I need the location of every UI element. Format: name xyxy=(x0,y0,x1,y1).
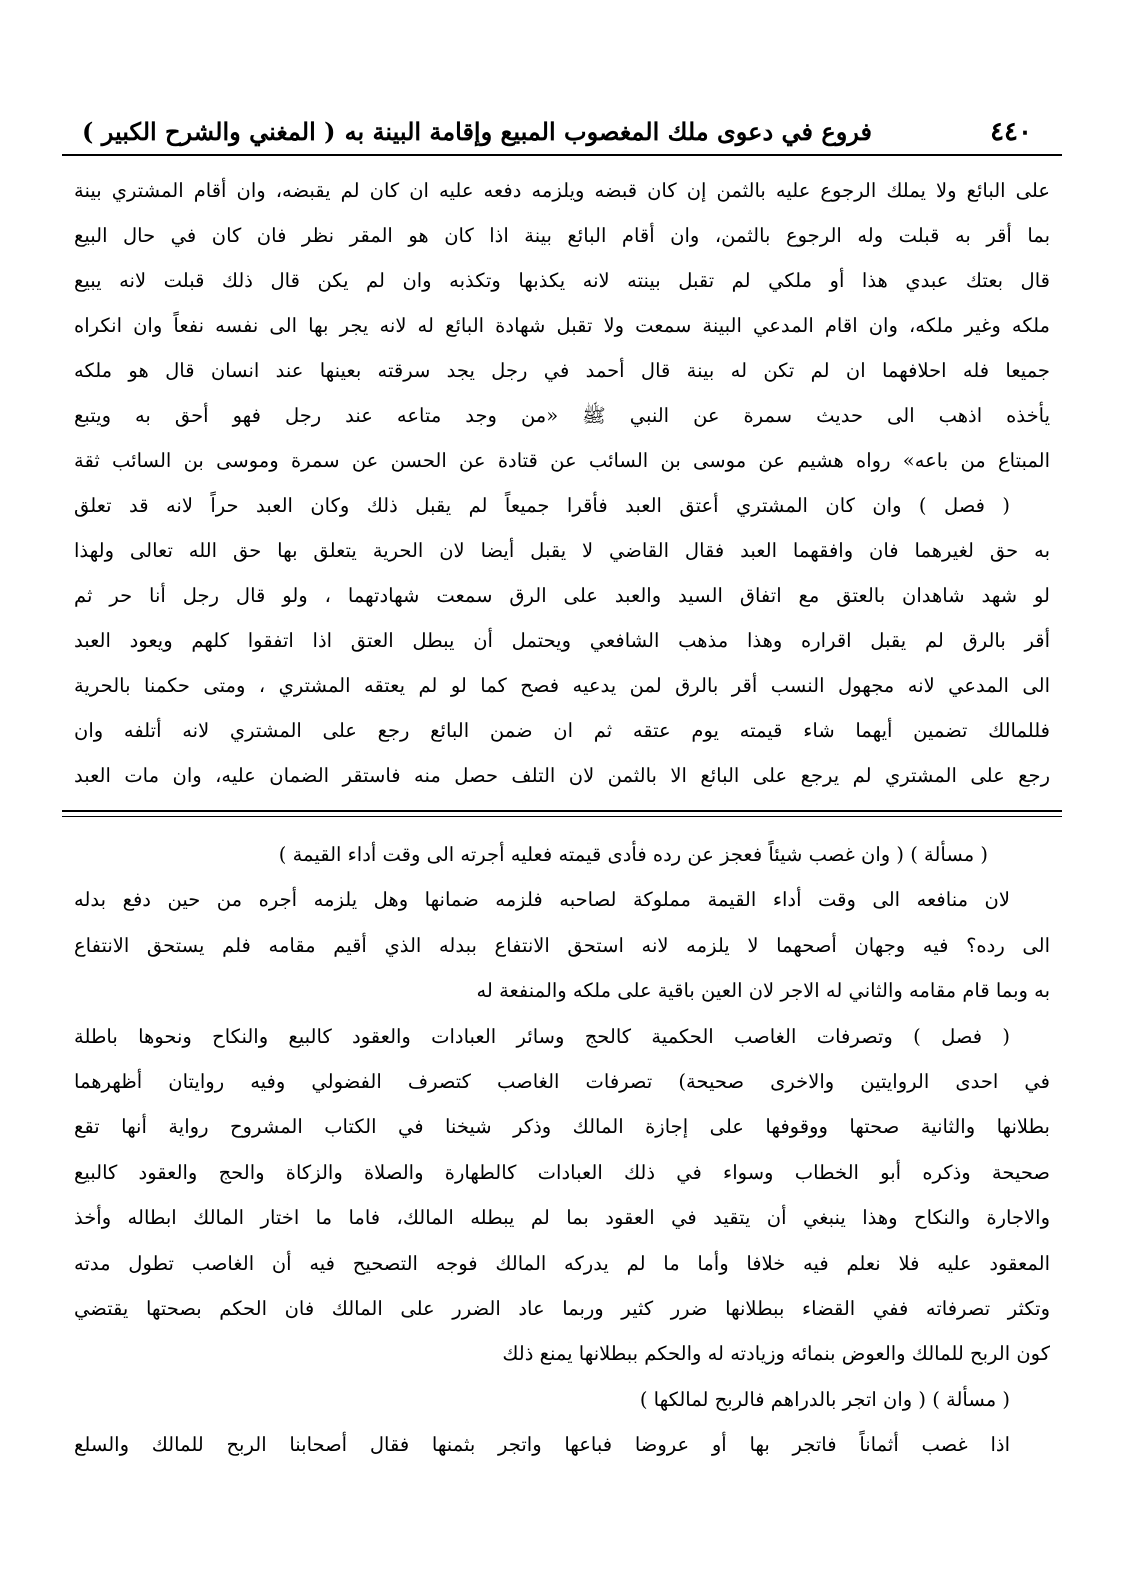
text-line: لو شهد شاهدان بالعتق مع اتفاق السيد والعبد على الرق سمعت شهادتهما ، ولو قال رجل أنا حر ثم xyxy=(74,584,1050,607)
text-line: ملكه وغير ملكه، وان اقام المدعي البينة سمعت ولا تقبل شهادة البائع له لانه يجر بها الى نفسه نفعاً وان انكراه xyxy=(74,314,1050,337)
text-line: المعقود عليه فلا نعلم فيه خلافا وأما ما لم يدركه المالك فوجه التصحيح فيه أن الغاصب تطول مدته xyxy=(74,1251,1050,1275)
text-line: في احدى الروايتين والاخرى صحيحة) تصرفات الغاصب كتصرف الفضولي وفيه روايتان أظهرهما xyxy=(74,1069,1050,1093)
section-divider xyxy=(62,810,1062,812)
section-heading-line: ( فصل ) وان كان المشتري أعتق العبد فأقرا جميعاً لم يقبل ذلك وكان العبد حراً لانه قد تعلق xyxy=(74,494,1010,517)
text-line: قال بعتك عبدي هذا أو ملكي لم تقبل بينته لانه يكذبها وتكذبه وان لم يكن قال ذلك قبلت لانه يبيع xyxy=(74,269,1050,292)
text-line: بطلانها والثانية صحتها ووقوفها على إجازة المالك وذكر شيخنا في الكتاب المشروح رواية أنها تقع xyxy=(74,1115,1050,1139)
text-line: يأخذه اذهب الى حديث سمرة عن النبي ﷺ «من وجد متاعه عند رجل فهو أحق به ويتبع xyxy=(74,404,1050,427)
page-number: ٤٤٠ xyxy=(990,117,1032,147)
text-line: فللمالك تضمين أيهما شاء قيمته يوم عتقه ثم ان ضمن البائع رجع على المشتري لانه أتلفه وان xyxy=(74,719,1050,742)
text-line: الى رده؟ فيه وجهان أصحهما لا يلزمه لانه استحق الانتفاع ببدله الذي أقيم مقامه فلم يستحق الانتفاع xyxy=(74,933,1050,957)
text-line: أقر بالرق لم يقبل اقراره وهذا مذهب الشافعي ويحتمل أن يبطل العتق اذا اتفقوا كلهم ويعود العبد xyxy=(74,629,1050,652)
text-line: بما أقر به قبلت وله الرجوع بالثمن، وان أقام البائع بينة اذا كان هو المقر نظر فان كان في حال البيع xyxy=(74,224,1050,247)
text-line: به وبما قام مقامه والثاني له الاجر لان العين باقية على ملكه والمنفعة له xyxy=(476,979,1050,1003)
page-header xyxy=(62,112,1060,152)
text-line: جميعا فله احلافهما ان لم تكن له بينة قال أحمد في رجل يجد سرقته بعينها عند انسان قال هو ملكه xyxy=(74,359,1050,382)
masala-heading-line: ( مسألة ) ( وان اتجر بالدراهم فالربح لمالكها ) xyxy=(639,1387,1010,1411)
text-line: رجع على المشتري لم يرجع على البائع الا بالثمن لان التلف حصل منه فاستقر الضمان عليه، وان مات العبد xyxy=(74,764,1050,787)
book-title: ( المغني والشرح الكبير ) xyxy=(82,117,336,146)
main-text xyxy=(74,168,1050,798)
section-heading-line: ( فصل ) وتصرفات الغاصب الحكمية كالحج وسائر العبادات والعقود كالبيع والنكاح ونحوها باطلة xyxy=(74,1024,1010,1048)
text-line: على البائع ولا يملك الرجوع عليه بالثمن إن كان قبضه ويلزمه دفعه عليه ان كان لم يقبضه، وان أقام المشتري بينة xyxy=(74,179,1050,202)
commentary-text xyxy=(74,832,1050,1467)
text-line: صحيحة وذكره أبو الخطاب وسواء في ذلك العبادات كالطهارة والصلاة والزكاة والحج والعقود كالبيع xyxy=(74,1160,1050,1184)
text-line: لان منافعه الى وقت أداء القيمة مملوكة لصاحبه فلزمه ضمانها وهل يلزمه أجره من حين دفع بدله xyxy=(74,888,1010,912)
text-line: كون الربح للمالك والعوض بنمائه وزيادته له والحكم ببطلانها يمنع ذلك xyxy=(502,1342,1050,1366)
text-line: وتكثر تصرفاته ففي القضاء ببطلانها ضرر كثير وربما عاد الضرر على المالك فان الحكم بصحتها يقتضي xyxy=(74,1296,1050,1320)
text-line: الى المدعي لانه مجهول النسب أقر بالرق لمن يدعيه فصح كما لو لم يعتقه المشتري ، ومتى حكمنا بالحرية xyxy=(74,674,1050,697)
text-line: المبتاع من باعه» رواه هشيم عن موسى بن السائب عن قتادة عن الحسن عن سمرة وموسى بن السائب ثقة xyxy=(74,449,1050,472)
section-divider xyxy=(62,816,1062,817)
text-line: والاجارة والنكاح وهذا ينبغي أن يتقيد في العقود بما لم يبطله المالك، فاما ما اختار المالك ابطاله وأخذ xyxy=(74,1206,1050,1230)
running-title: فروع في دعوى ملك المغصوب المبيع وإقامة البينة به xyxy=(344,117,872,146)
text-line: اذا غصب أثماناً فاتجر بها أو عروضا فباعها واتجر بثمنها فقال أصحابنا الربح للمالك والسلع xyxy=(74,1433,1010,1457)
header-rule xyxy=(62,154,1062,156)
masala-heading-line: ( مسألة ) ( وان غصب شيئاً فعجز عن رده فأدى قيمته فعليه أجرته الى وقت أداء القيمة ) xyxy=(278,843,988,866)
text-line: به حق لغيرهما فان وافقهما العبد فقال القاضي لا يقبل أيضا لان الحرية يتعلق بها حق الله تعالى ولهذا xyxy=(74,539,1050,562)
